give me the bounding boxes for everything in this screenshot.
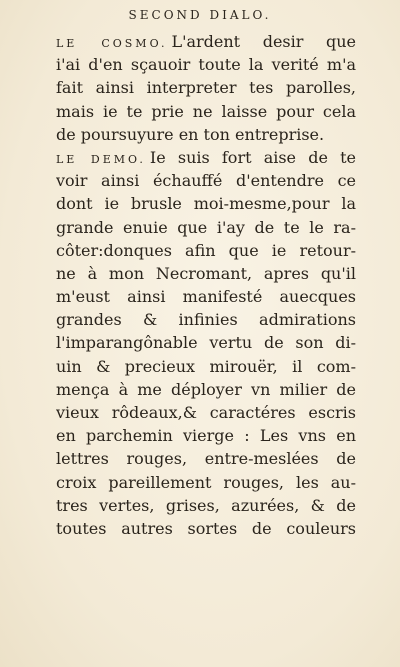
line-text: i'ai d'en sçauoir toute la verité m'a <box>56 55 356 75</box>
text-line <box>56 53 356 76</box>
line-text: lettres rouges, entre-meslées de <box>56 449 356 469</box>
running-header: SECOND DIALO. <box>128 8 272 22</box>
line-text: l'imparangônable vertu de son di- <box>56 333 356 353</box>
text-line <box>56 239 356 262</box>
text-block <box>56 30 356 540</box>
text-line <box>56 494 356 517</box>
line-text: en parchemin vierge : Les vns en <box>56 426 356 446</box>
text-line <box>56 355 356 378</box>
line-text: toutes autres sortes de couleurs <box>56 518 356 538</box>
line-text: de poursuyure en ton entreprise. <box>56 124 325 144</box>
text-line <box>56 169 356 192</box>
text-line <box>56 285 356 308</box>
text-line <box>56 216 356 239</box>
line-text: dont ie brusle moi-mesme,pour la <box>56 194 356 214</box>
text-line <box>56 100 356 123</box>
line-text: voir ainsi échauffé d'entendre ce <box>56 171 356 191</box>
speaker-label: LE COSMO. <box>56 37 168 50</box>
text-line <box>56 76 356 99</box>
text-line <box>56 378 356 401</box>
line-text: ne à mon Necromant, apres qu'il <box>56 263 356 283</box>
text-line <box>56 424 356 447</box>
line-text: fait ainsi interpreter tes parolles, <box>56 78 356 98</box>
line-text: tres vertes, grises, azurées, & de <box>56 495 356 515</box>
line-text: L'ardent desir que <box>171 32 356 51</box>
text-line <box>56 308 356 331</box>
text-line <box>56 471 356 494</box>
text-line <box>56 262 356 285</box>
line-text: vieux rôdeaux,& caractéres escris <box>56 403 356 422</box>
line-text: mais ie te prie ne laisse pour cela <box>56 101 356 121</box>
line-text: uin & precieux mirouër, il com- <box>56 356 356 376</box>
line-text: croix pareillement rouges, les au- <box>56 472 356 492</box>
line-text: grande enuie que i'ay de te le ra- <box>56 217 356 237</box>
line-text: grandes & infinies admirations <box>56 310 356 330</box>
text-line <box>56 447 356 470</box>
line-text: mença à me déployer vn milier de <box>56 379 356 399</box>
text-line <box>56 30 356 53</box>
line-text: m'eust ainsi manifesté auecques <box>56 287 356 307</box>
text-line <box>56 331 356 354</box>
line-text: Ie suis fort aise de te <box>149 147 356 167</box>
speaker-label: LE DEMO. <box>56 152 146 166</box>
text-line <box>56 123 356 146</box>
text-line <box>56 192 356 215</box>
text-line <box>56 401 356 424</box>
text-line <box>56 146 356 169</box>
line-text: côter:donques afin que ie retour- <box>56 240 356 260</box>
text-line <box>56 517 356 540</box>
